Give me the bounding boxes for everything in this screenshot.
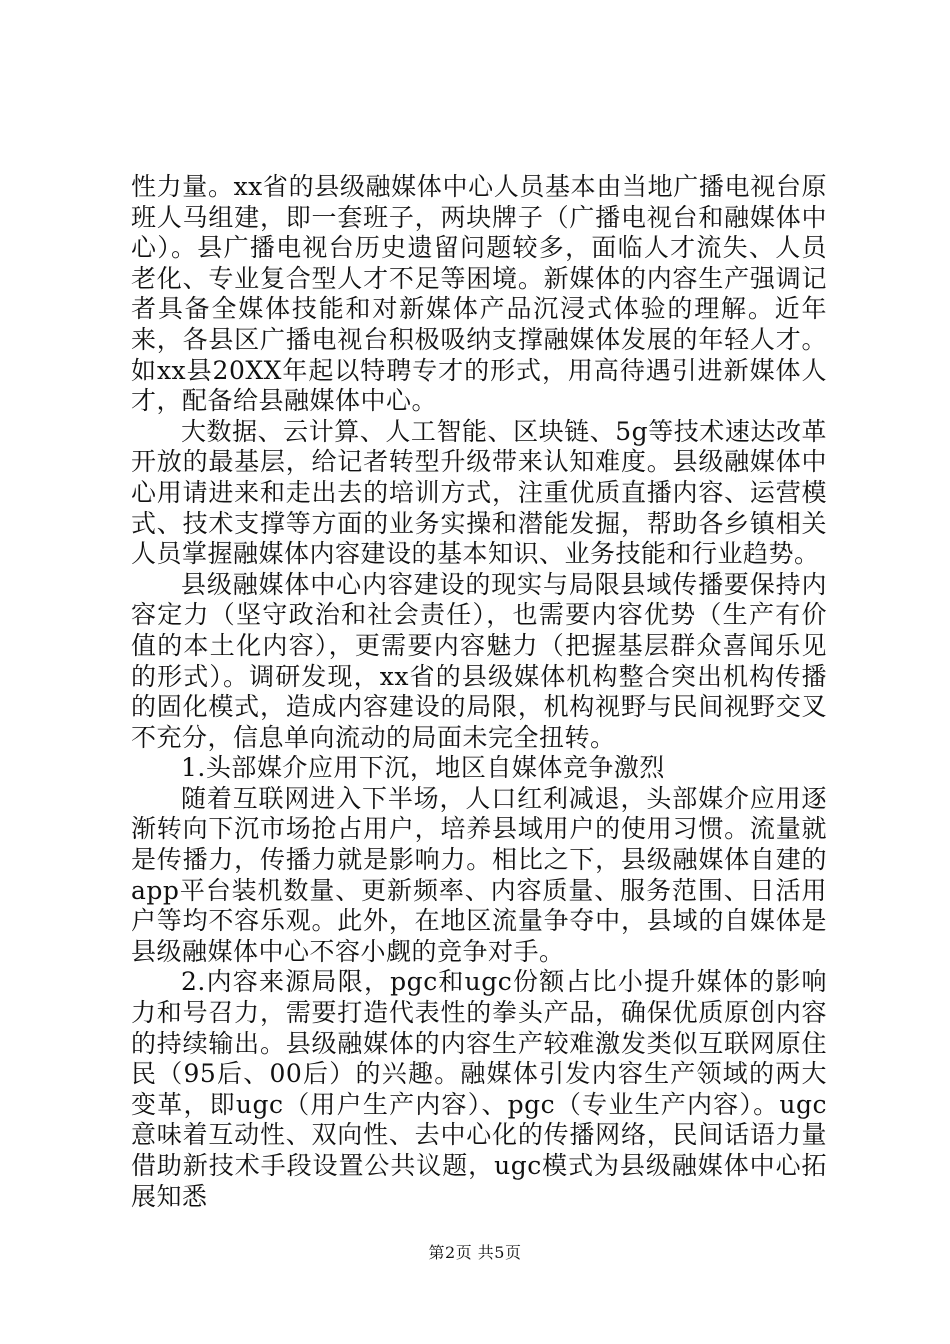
paragraph-4: 随着互联网进入下半场，人口红利减退，头部媒介应用逐渐转向下沉市场抢占用户，培养县域用户的使用习惯。流量就是传播力，传播力就是影响力。相比之下，县级融媒体自建的app平台装机数量、更新频率、内容质量、服务范围、日活用户等均不容乐观。此外，在地区流量争夺中，县域的自媒体是县级融媒体中心不容小觑的竞争对手。 (131, 783, 827, 966)
paragraph-2: 大数据、云计算、人工智能、区块链、5g等技术速达改革开放的最基层，给记者转型升级带来认知难度。县级融媒体中心用请进来和走出去的培训方式，注重优质直播内容、运营模式、技术支撑等方面的业务实操和潜能发掘，帮助各乡镇相关人员掌握融媒体内容建设的基本知识、业务技能和行业趋势。 (131, 416, 827, 569)
section-heading-1: 1.头部媒介应用下沉，地区自媒体竞争激烈 (181, 753, 665, 783)
paragraph-3: 县级融媒体中心内容建设的现实与局限县域传播要保持内容定力（坚守政治和社会责任），也需要内容优势（生产有价值的本土化内容），更需要内容魅力（把握基层群众喜闻乐见的形式）。调研发现，xx省的县级媒体机构整合突出机构传播的固化模式，造成内容建设的局限，机构视野与民间视野交叉不充分，信息单向流动的局面未完全扭转。 (131, 569, 827, 752)
section-heading-2-paragraph: 2.内容来源局限，pgc和ugc份额占比小提升媒体的影响力和号召力，需要打造代表性的拳头产品，确保优质原创内容的持续输出。县级融媒体的内容生产较难激发类似互联网原住民（95后、00后）的兴趣。融媒体引发内容生产领域的两大变革，即ugc（用户生产内容）、pgc（专业生产内容）。ugc意味着互动性、双向性、去中心化的传播网络，民间话语力量借助新技术手段设置公共议题，ugc模式为县级融媒体中心拓展知悉 (131, 967, 827, 1211)
page-number-footer: 第2页 共5页 (428, 1243, 522, 1262)
document-body (131, 172, 827, 1212)
paragraph-1: 性力量。xx省的县级融媒体中心人员基本由当地广播电视台原班人马组建，即一套班子，两块牌子（广播电视台和融媒体中心）。县广播电视台历史遗留问题较多，面临人才流失、人员老化、专业复合型人才不足等困境。新媒体的内容生产强调记者具备全媒体技能和对新媒体产品沉浸式体验的理解。近年来，各县区广播电视台积极吸纳支撑融媒体发展的年轻人才。如xx县20XX年起以特聘专才的形式，用高待遇引进新媒体人才，配备给县融媒体中心。 (131, 172, 827, 416)
